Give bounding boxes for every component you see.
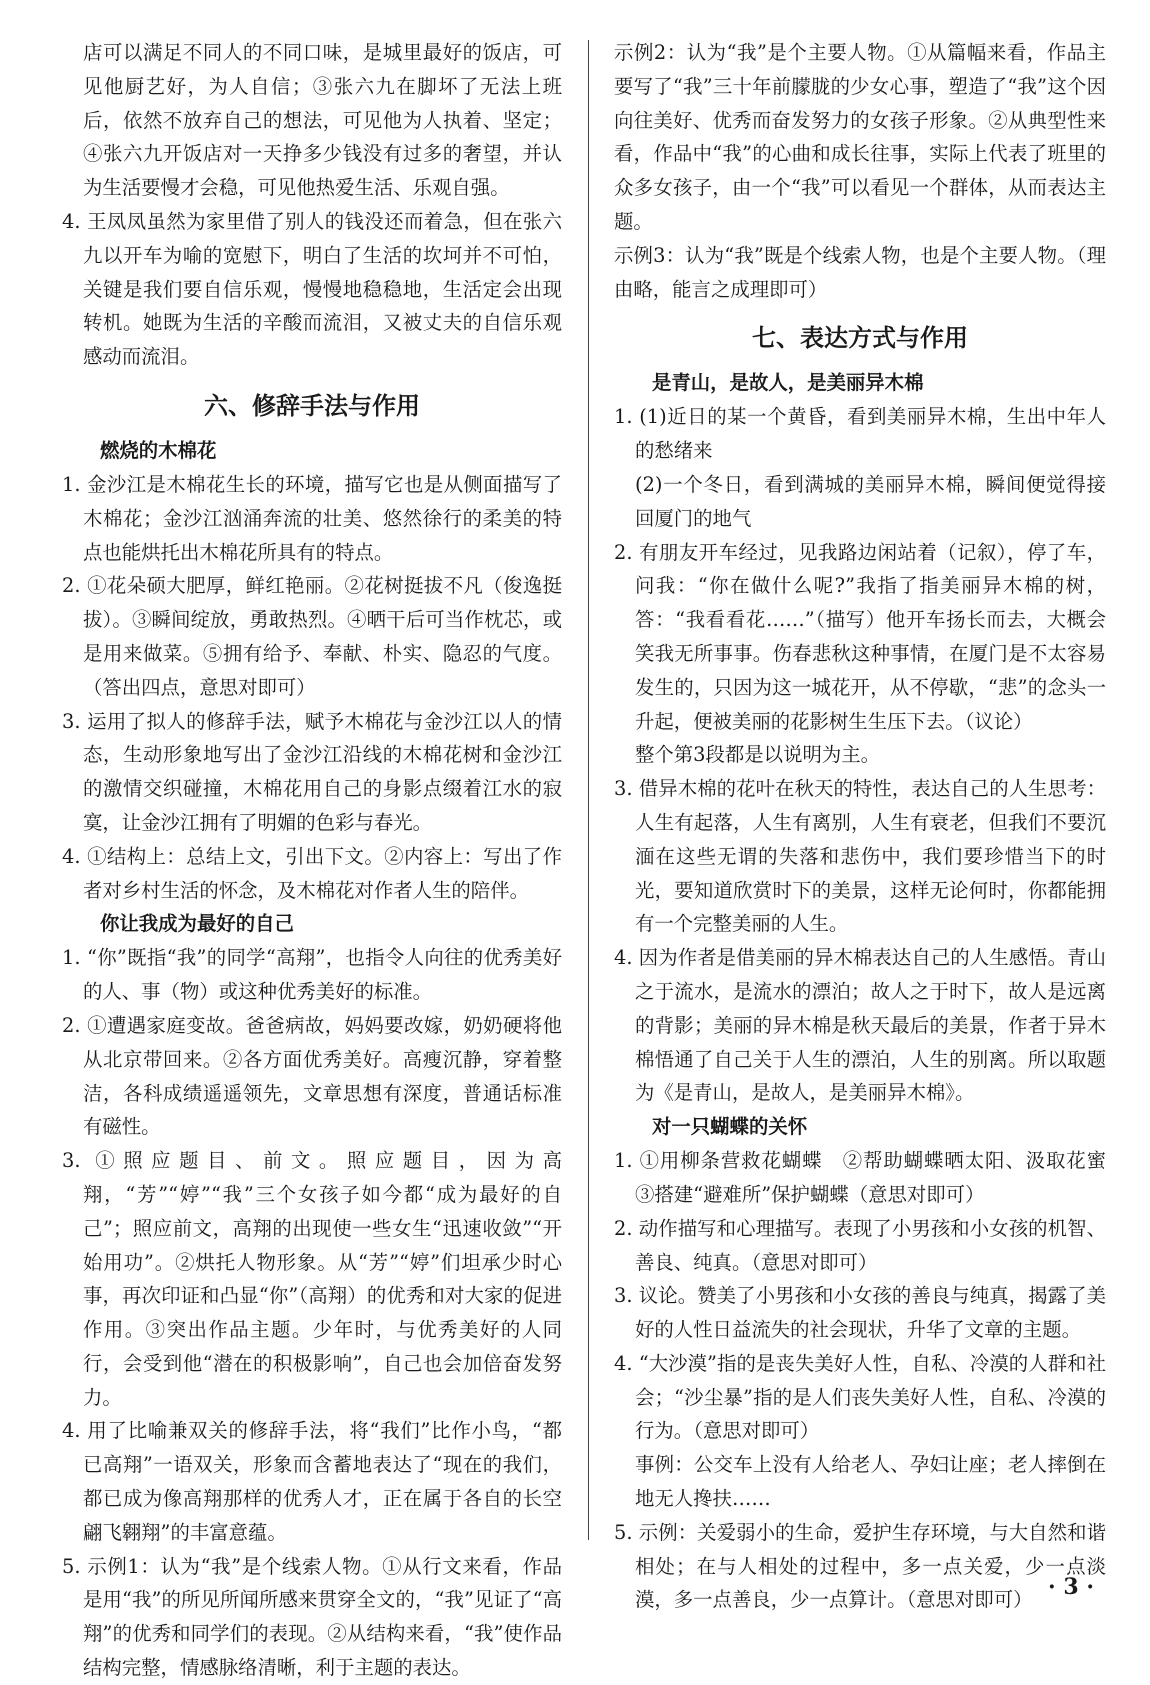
answer-item: 5. 示例：关爱弱小的生命，爱护生存环境，与大自然和谐相处；在与人相处的过程中，多一点关爱，少一点淡漠，多一点善良，少一点算计。（意思对即可） — [614, 1520, 1106, 1612]
answer-item: 2. ①花朵硕大肥厚，鲜红艳丽。②花树挺拔不凡（俊逸挺拔）。③瞬间绽放，勇敢热烈。④晒干后可当作枕芯，或是用来做菜。⑤拥有给予、奉献、朴实、隐忍的气度。（答出四点，意思对即可） — [62, 574, 562, 699]
article-title-4: 对一只蝴蝶的关怀 — [652, 1115, 808, 1139]
section-heading-6: 六、修辞手法与作用 — [204, 391, 420, 420]
answer-item: 3. 运用了拟人的修辞手法，赋予木棉花与金沙江以人的情态，生动形象地写出了金沙江沿线的木棉花树和金沙江的激情交织碰撞，木棉花用自己的身影点缀着江水的寂寞，让金沙江拥有了明媚的色彩与春光。 — [62, 709, 562, 834]
answer-item: 3. 借异木棉的花叶在秋天的特性，表达自己的人生思考：人生有起落，人生有离别，人生有衰老，但我们不要沉湎在这些无谓的失落和悲伤中，我们要珍惜当下的时光，要知道欣赏时下的美景，这样无论何时，你都能拥有一个完整美丽的人生。 — [614, 777, 1106, 936]
answer-item: 4. 用了比喻兼双关的修辞手法，将“我们”比作小鸟，“都已高翔”一语双关，形象而含蓄地表达了“现在的我们，都已成为像高翔那样的优秀人才，正在属于各自的长空翩飞翱翔”的丰富意蕴。 — [62, 1419, 562, 1544]
article-title-3: 是青山，是故人，是美丽异木棉 — [652, 371, 924, 395]
column-divider — [588, 40, 589, 1540]
example-paragraph: 示例2：认为“我”是个主要人物。①从篇幅来看，作品主要写了“我”三十年前朦胧的少女心事，塑造了“我”这个因向往美好、优秀而奋发努力的女孩子形象。②从典型性来看，作品中“我”的心曲和成长往事，实际上代表了班里的众多女孩子，由一个“我”可以看见一个群体，从而表达主题。 — [614, 41, 1106, 233]
answer-item: 5. 示例1：认为“我”是个线索人物。①从行文来看，作品是用“我”的所见所闻所感来贯穿全文的，“我”见证了“高翔”的优秀和同学们的表现。②从结构来看，“我”使作品结构完整，情感脉络清晰，利于主题的表达。 — [62, 1554, 562, 1680]
answer-item: 1. ①用柳条营救花蝴蝶 ②帮助蝴蝶晒太阳、汲取花蜜 ③搭建“避难所”保护蝴蝶（意思对即可） — [614, 1149, 1126, 1206]
answer-item: 1. “你”既指“我”的同学“高翔”，也指令人向往的优秀美好的人、事（物）或这种优秀美好的标准。 — [62, 946, 562, 1004]
left-column — [62, 36, 562, 1685]
answer-item: 3. 议论。赞美了小男孩和小女孩的善良与纯真，揭露了美好的人性日益流失的社会现状，升华了文章的主题。 — [614, 1284, 1106, 1342]
answer-item: 4. ①结构上：总结上文，引出下文。②内容上：写出了作者对乡村生活的怀念，及木棉花对作者人生的陪伴。 — [62, 844, 562, 902]
answer-item: 2. 动作描写和心理描写。表现了小男孩和小女孩的机智、善良、纯真。（意思对即可） — [614, 1216, 1106, 1274]
paragraph-continued: 店可以满足不同人的不同口味，是城里最好的饭店，可见他厨艺好，为人自信；③张六九在脚坏了无法上班后，依然不放弃自己的想法，可见他为人执着、坚定；④张六九开饭店对一天挣多少钱没有过多的奢望，并认为生活要慢才会稳，可见他热爱生活、乐观自强。 — [83, 41, 562, 200]
example-paragraph: 示例3：认为“我”既是个线索人物，也是个主要人物。（理由略，能言之成理即可） — [614, 243, 1106, 301]
answer-item: 4. 王凤凤虽然为家里借了别人的钱没还而着急，但在张六九以开车为喻的宽慰下，明白了生活的坎坷并不可怕，关键是我们要自信乐观，慢慢地稳稳地，生活定会出现转机。她既为生活的辛酸而流泪，又被丈夫的自信乐观感动而流泪。 — [62, 209, 562, 369]
answer-item: 2. 有朋友开车经过，见我路边闲站着（记叙），停了车，问我：“你在做什么呢?”我指了指美丽异木棉的树，答：“我看看花……”（描写）他开车扬长而去，大概会笑我无所事事。伤春悲秋这种事情，在厦门是不太容易发生的，只因为这一城花开，从不停歇，“悲”的念头一升起，便被美丽的花影树生生压下去。（议论） — [614, 540, 1106, 733]
article-title-1: 燃烧的木棉花 — [100, 438, 217, 462]
page-number: · 3 · — [1048, 1574, 1094, 1600]
answer-item: 4. 因为作者是借美丽的异木棉表达自己的人生感悟。青山之于流水，是流水的漂泊；故人之于时下，故人是远离的背影；美丽的异木棉是秋天最后的美景，作者于异木棉悟通了自己关于人生的漂泊，人生的别离。所以取题为《是青山，是故人，是美丽异木棉》。 — [614, 946, 1106, 1105]
answer-item: 2. ①遭遇家庭变故。爸爸病故，妈妈要改嫁，奶奶硬将他从北京带回来。②各方面优秀美好。高瘦沉静，穿着整洁，各科成绩遥遥领先，文章思想有深度，普通话标准有磁性。 — [62, 1013, 562, 1139]
answer-item: 事例：公交车上没有人给老人、孕妇让座；老人摔倒在地无人搀扶…… — [635, 1453, 1106, 1511]
answer-item: 1. 金沙江是木棉花生长的环境，描写它也是从侧面描写了木棉花；金沙江汹涌奔流的壮美、悠然徐行的柔美的特点也能烘托出木棉花所具有的特点。 — [62, 472, 562, 564]
answer-item: 整个第3段都是以说明为主。 — [635, 743, 881, 767]
answer-item: (2)一个冬日，看到满城的美丽异木棉，瞬间便觉得接回厦门的地气 — [635, 472, 1106, 530]
answer-item: 4. “大沙漠”指的是丧失美好人性，自私、冷漠的人群和社会；“沙尘暴”指的是人们丧失美好人性，自私、冷漠的行为。（意思对即可） — [614, 1351, 1106, 1443]
article-title-2: 你让我成为最好的自己 — [100, 912, 294, 936]
right-column — [614, 36, 1126, 1617]
section-heading-7: 七、表达方式与作用 — [752, 324, 968, 353]
answer-item: 1. (1)近日的某一个黄昏，看到美丽异木棉，生出中年人的愁绪来 — [614, 405, 1106, 463]
answer-item: 3. ①照应题目、前文。照应题目，因为高翔，“芳”“婷”“我”三个女孩子如今都“成为最好的自己”；照应前文，高翔的出现使一些女生“迅速收敛”“开始用功”。②烘托人物形象。从“芳”“婷”们坦承少时心事，再次印证和凸显“你”（高翔）的优秀和对大家的促进作用。③突出作品主题。少年时，与优秀美好的人同行，会受到他“潜在的积极影响”，自己也会加倍奋发努力。 — [62, 1149, 562, 1409]
